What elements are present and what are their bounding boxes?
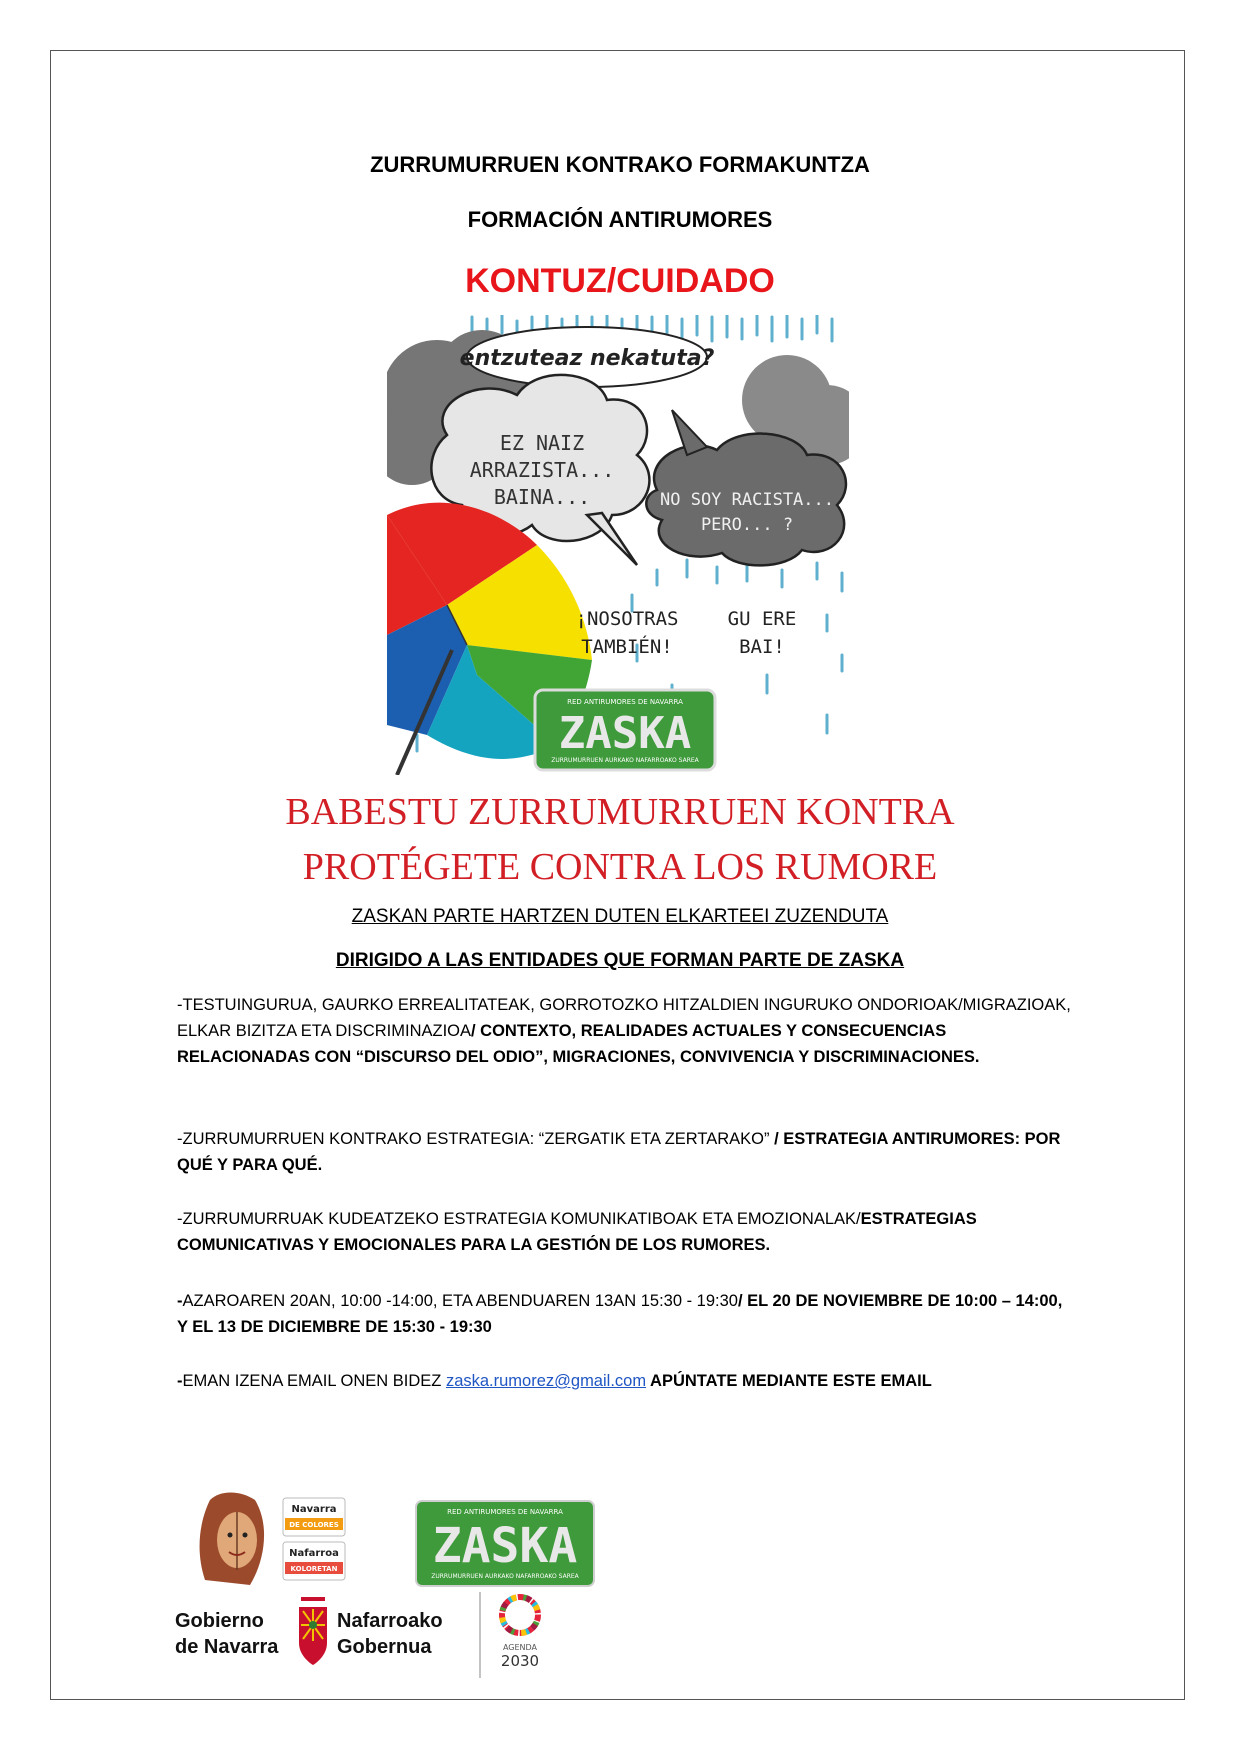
item-context-es: / CONTEXTO, REALIDADES ACTUALES Y CONSECUENCIAS RELACIONADAS CON “DISCURSO DEL ODIO”, MIGRACIONES, CONVIVENCIA Y DISCRIMINACIONES. [177,1022,980,1066]
agenda-label: AGENDA [502,1643,538,1652]
item-strategy-eu: -ZURRUMURRUEN KONTRAKO ESTRATEGIA: “ZERGATIK ETA ZERTARAKO” [177,1130,775,1148]
bottom-right-line-1: GU ERE [727,608,797,630]
audience-basque: ZASKAN PARTE HARTZEN DUTEN ELKARTEEI ZUZENDUTA [351,906,889,927]
navarra-sub: DE COLORES [289,1521,339,1529]
cloud-right-line-2: PERO... ? [700,515,794,535]
warning-title: KONTUZ/CUIDADO [465,262,775,300]
item-signup-dash: - [177,1372,183,1390]
title-spanish: FORMACIÓN ANTIRUMORES [467,207,773,232]
bottom-left-line-2: TAMBIÉN! [581,636,673,658]
cloud-right-line-1: NO SOY RACISTA... [660,490,834,510]
gobierno-eu-line-1: Nafarroako [337,1610,443,1632]
nafarroa-sub: KOLORETAN [290,1565,338,1573]
navarra-de-colores-logo [195,1490,355,1590]
item-dates-dash: - [177,1292,183,1310]
signup-email-link[interactable]: zaska.rumorez@gmail.com [445,1372,647,1390]
cloud-left-line-2: ARRAZISTA... [469,458,615,482]
gobierno-es-line-1: Gobierno [175,1610,264,1632]
item-context [177,992,1077,1070]
poster-speech-top: entzuteaz nekatuta? [459,346,715,371]
item-strategy-es: / ESTRATEGIA ANTIRUMORES: POR QUÉ Y PARA QUÉ. [177,1130,1061,1174]
cloud-left-line-3: BAINA... [493,485,591,509]
navarra-label: Navarra [291,1504,337,1515]
item-communication [177,1206,1077,1258]
navarra-shield-icon [299,1597,327,1665]
gobierno-eu-line-2: Gobernua [337,1636,432,1658]
zaska-footer-logo [415,1500,595,1587]
headline-spanish: PROTÉGETE CONTRA LOS RUMORE [302,846,938,888]
zaska-footer-main: ZASKA [432,1518,578,1574]
poster-badge-top: RED ANTIRUMORES DE NAVARRA [567,698,683,706]
nafarroa-label: Nafarroa [289,1548,339,1559]
bottom-right-line-2: BAI! [739,636,785,658]
cloud-left-line-1: EZ NAIZ [499,431,585,455]
agenda-2030-logo [478,1590,553,1680]
title-basque: ZURRUMURRUEN KONTRAKO FORMAKUNTZA [370,152,870,177]
item-context-eu: -TESTUINGURUA, GAURKO ERREALITATEAK, GORROTOZKO HITZALDIEN INGURUKO ONDORIOAK/MIGRAZIOAK, ELKAR BIZITZA ETA DISCRIMINAZIOA [177,996,1071,1040]
item-signup-es: APÚNTATE MEDIANTE ESTE EMAIL [646,1372,932,1390]
headline-basque: BABESTU ZURRUMURRUEN KONTRA [285,791,955,833]
bottom-left-line-1: ¡NOSOTRAS [575,608,679,630]
poster-zaska-badge [535,690,715,770]
poster-illustration [387,315,849,775]
item-dates [177,1288,1077,1340]
audience-spanish: DIRIGIDO A LAS ENTIDADES QUE FORMAN PARTE DE ZASKA [335,950,905,971]
poster-badge-main: ZASKA [558,708,692,759]
item-communication-es: ESTRATEGIAS COMUNICATIVAS Y EMOCIONALES PARA LA GESTIÓN DE LOS RUMORES. [177,1210,977,1254]
item-dates-es: / EL 20 DE NOVIEMBRE DE 10:00 – 14:00, Y EL 13 DE DICIEMBRE DE 15:30 - 19:30 [177,1292,1063,1336]
item-signup-eu: EMAN IZENA EMAIL ONEN BIDEZ [182,1372,446,1390]
item-signup [177,1368,1077,1394]
zaska-footer-top: RED ANTIRUMORES DE NAVARRA [447,1508,563,1516]
gobierno-de-navarra-logo [175,1595,475,1670]
zaska-footer-bottom: ZURRUMURRUEN AURKAKO NAFARROAKO SAREA [431,1573,579,1580]
item-communication-eu: -ZURRUMURRUAK KUDEATZEKO ESTRATEGIA KOMUNIKATIBOAK ETA EMOZIONALAK/ [177,1210,861,1228]
gobierno-es-line-2: de Navarra [175,1636,279,1658]
poster-badge-bottom: ZURRUMURRUEN AURKAKO NAFARROAKO SAREA [551,757,699,764]
item-dates-eu: AZAROAREN 20AN, 10:00 -14:00, ETA ABENDUAREN 13AN 15:30 - 19:30 [182,1292,738,1310]
agenda-year: 2030 [500,1652,540,1670]
item-strategy [177,1126,1077,1178]
sdg-wheel-icon [502,1597,538,1633]
